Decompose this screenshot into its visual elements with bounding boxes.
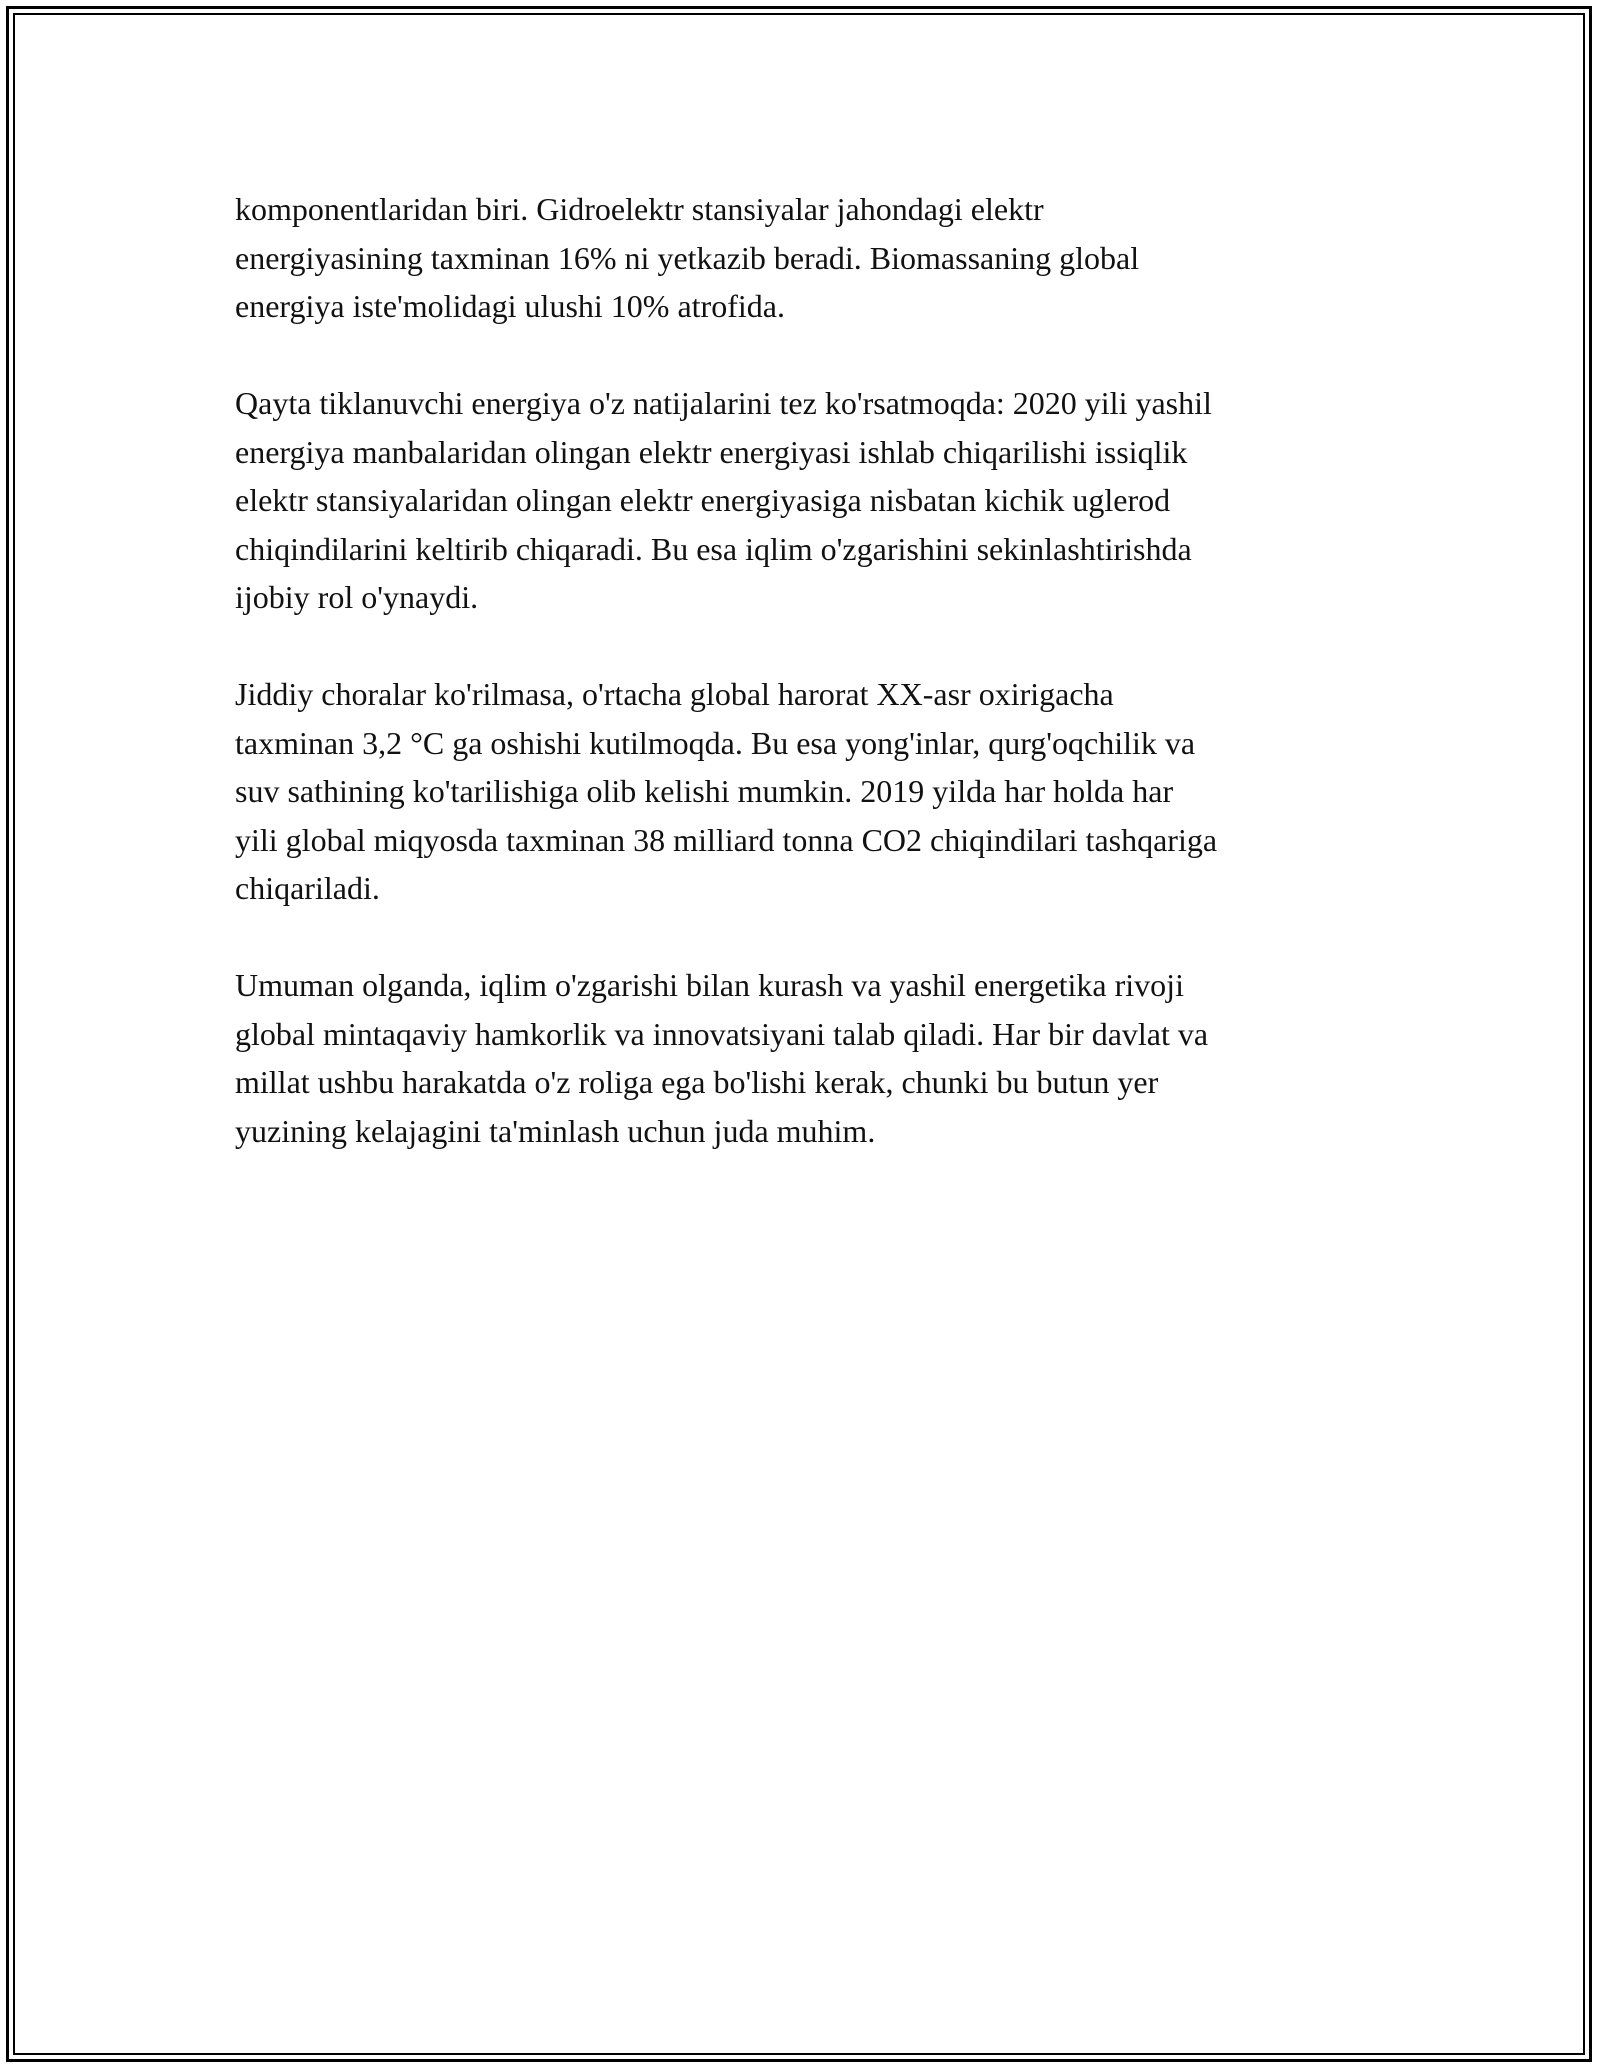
text-line: Umuman olganda, iqlim o'zgarishi bilan kurash va yashil energetika rivoji (235, 967, 1184, 1003)
text-line: taxminan 3,2 °C ga oshishi kutilmoqda. Bu esa yong'inlar, qurg'oqchilik va (235, 724, 1196, 761)
text-line: Qayta tiklanuvchi energiya o'z natijalarini tez ko'rsatmoqda: 2020 yili yashil (235, 385, 1212, 421)
text-line: komponentlaridan biri. Gidroelektr stansiyalar jahondagi elektr (235, 191, 1044, 227)
paragraph-1 (235, 185, 1385, 331)
document-body (235, 185, 1385, 1204)
text-line: ijobiy rol o'ynaydi. (235, 579, 479, 615)
text-line: chiqindilarini keltirib chiqaradi. Bu esa iqlim o'zgarishini sekinlashtirishda (235, 530, 1192, 567)
paragraph-2 (235, 379, 1385, 622)
paragraph-3 (235, 670, 1385, 913)
text-line: elektr stansiyalaridan olingan elektr energiyasiga nisbatan kichik uglerod (235, 482, 1171, 518)
text-line: yuzining kelajagini ta'minlash uchun juda muhim. (235, 1112, 876, 1149)
text-line: suv sathining ko'tarilishiga olib kelishi mumkin. 2019 yilda har holda har (235, 773, 1174, 809)
text-line: energiya manbalaridan olingan elektr energiyasi ishlab chiqarilishi issiqlik (235, 433, 1188, 470)
paragraph-4 (235, 961, 1385, 1155)
text-line: millat ushbu harakatda o'z roliga ega bo'lishi kerak, chunki bu butun yer (235, 1064, 1159, 1100)
text-line: Jiddiy choralar ko'rilmasa, o'rtacha global harorat XX-asr oxirigacha (235, 676, 1114, 712)
text-line: yili global miqyosda taxminan 38 milliard tonna CO2 chiqindilari tashqariga (235, 821, 1218, 858)
text-line: energiya iste'molidagi ulushi 10% atrofida. (235, 288, 785, 324)
text-line: global mintaqaviy hamkorlik va innovatsiyani talab qiladi. Har bir davlat va (235, 1015, 1209, 1052)
text-line: chiqariladi. (235, 870, 380, 906)
text-line: energiyasining taxminan 16% ni yetkazib beradi. Biomassaning global (235, 239, 1140, 276)
